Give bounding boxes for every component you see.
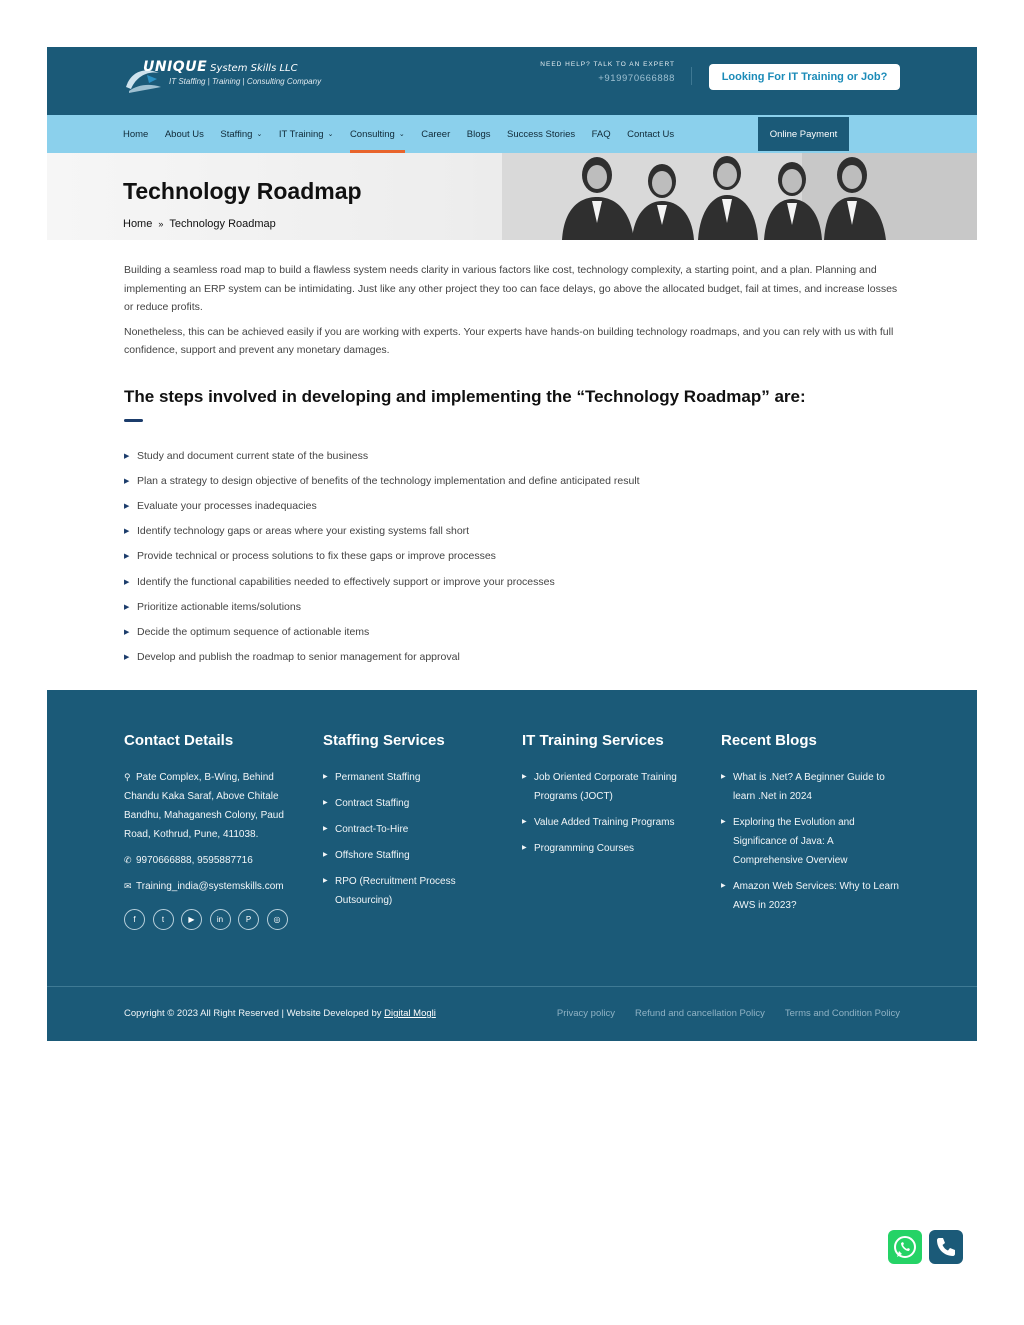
terms-policy-link[interactable]: Terms and Condition Policy (784, 1008, 900, 1019)
page-title: Technology Roadmap (123, 178, 362, 204)
nav-item-label: Staffing (220, 128, 253, 140)
envelope-icon: ✉ (124, 881, 132, 891)
nav-item-it-training[interactable] (279, 115, 334, 153)
footer-link[interactable] (721, 877, 901, 915)
footer-link-text: Programming Courses (534, 843, 635, 854)
nav-item-career[interactable] (421, 115, 450, 153)
help-phone[interactable]: +919970666888 (598, 73, 675, 84)
caret-right-icon: ▶ (522, 845, 527, 851)
policy-links (537, 1008, 900, 1019)
list-item-text: Provide technical or process solutions to fix these gaps or improve processes (137, 550, 496, 563)
footer-link[interactable] (323, 768, 493, 787)
footer-link[interactable] (522, 768, 702, 806)
caret-right-icon: ▶ (124, 603, 130, 611)
footer-link-text: Exploring the Evolution and Significance of Java: A Comprehensive Overview (733, 817, 855, 866)
list-item-text: Identify technology gaps or areas where your existing systems fall short (137, 525, 470, 538)
caret-right-icon: ▶ (721, 774, 726, 780)
caret-right-icon: ▶ (124, 628, 130, 636)
chevron-down-icon: ⌄ (256, 131, 263, 138)
online-payment-button[interactable]: Online Payment (758, 117, 849, 151)
refund-policy-link[interactable]: Refund and cancellation Policy (634, 1008, 765, 1019)
list-item (124, 619, 900, 644)
nav-item-staffing[interactable] (220, 115, 262, 153)
caret-right-icon: ▶ (124, 502, 130, 510)
caret-right-icon: ▶ (124, 452, 130, 460)
nav-item-blogs[interactable] (467, 115, 491, 153)
footer-link[interactable] (522, 813, 702, 832)
caret-right-icon: ▶ (124, 477, 130, 485)
footer-link-text: Value Added Training Programs (534, 817, 675, 828)
nav-item-about-us[interactable] (165, 115, 204, 153)
footer-link-text: Contract-To-Hire (335, 824, 409, 835)
list-item (124, 519, 900, 544)
main-nav (47, 115, 977, 153)
footer-link-text: Contract Staffing (335, 798, 410, 809)
nav-item-label: IT Training (278, 128, 324, 140)
list-item (124, 544, 900, 569)
logo-brand-sub: System Skills LLC (210, 63, 298, 74)
caret-right-icon: ▶ (323, 826, 328, 832)
breadcrumb-home[interactable]: Home (123, 218, 153, 230)
nav-item-label: About Us (164, 128, 204, 140)
nav-item-label: Career (421, 128, 451, 140)
footer-heading-training: IT Training Services (522, 732, 664, 749)
caret-right-icon: ▶ (124, 654, 130, 662)
phone-icon (935, 1236, 957, 1258)
nav-item-contact-us[interactable] (627, 115, 674, 153)
list-item-text: Decide the optimum sequence of actionable items (137, 625, 370, 638)
caret-right-icon: ▶ (721, 883, 726, 889)
list-item-text: Develop and publish the roadmap to senior management for approval (137, 651, 460, 664)
map-marker-icon: ⚲ (124, 772, 131, 782)
logo-tagline: IT Staffing | Training | Consulting Company (169, 77, 322, 86)
list-item-text: Plan a strategy to design objective of benefits of the technology implementation and define anticipated result (137, 474, 640, 487)
list-item (124, 594, 900, 619)
caret-right-icon: ▶ (124, 578, 130, 586)
footer-heading-staffing: Staffing Services (323, 732, 445, 749)
logo-brand-name: UNIQUE (143, 59, 208, 75)
caret-right-icon: ▶ (721, 819, 726, 825)
nav-item-label: Success Stories (507, 128, 576, 140)
privacy-policy-link[interactable]: Privacy policy (556, 1008, 615, 1019)
nav-item-faq[interactable] (592, 115, 611, 153)
footer-link-text: What is .Net? A Beginner Guide to learn .Net in 2024 (733, 772, 885, 802)
footer-heading-blogs: Recent Blogs (721, 732, 817, 749)
footer-link[interactable] (323, 820, 493, 839)
phone-icon: ✆ (124, 855, 132, 865)
site-logo[interactable] (123, 57, 333, 103)
nav-item-label: Contact Us (627, 128, 675, 140)
intro-paragraph-2: Nonetheless, this can be achieved easily if you are working with experts. Your experts have hands-on building technology roadmaps, and you can rely with us with full confidence, support and prevent any monetary damages. (124, 325, 894, 357)
list-item-text: Identify the functional capabilities needed to effectively support or improve your processes (137, 575, 555, 588)
top-header (47, 47, 977, 115)
footer-link[interactable] (323, 794, 493, 813)
caret-right-icon: ▶ (124, 528, 130, 536)
phone-text[interactable] (124, 851, 304, 870)
copyright-text (124, 1008, 436, 1019)
linkedin-icon[interactable]: in (210, 909, 231, 930)
whatsapp-icon (892, 1234, 918, 1260)
list-item (124, 569, 900, 594)
page-banner (47, 153, 977, 240)
list-item (124, 468, 900, 493)
footer-blogs (721, 732, 901, 922)
footer-link[interactable] (323, 872, 493, 910)
nav-item-consulting[interactable] (350, 115, 405, 153)
page-frame (47, 47, 977, 240)
footer-link-text: Permanent Staffing (335, 772, 421, 783)
address-value: Pate Complex, B-Wing, Behind Chandu Kaka Saraf, Above Chitale Bandhu, Mahaganesh Colony, Paud Road, Kothrud, Pune, 411038. (124, 772, 284, 840)
list-item-text: Prioritize actionable items/solutions (137, 600, 301, 613)
steps-list (124, 443, 900, 670)
breadcrumb-current: Technology Roadmap (169, 218, 276, 230)
facebook-icon[interactable]: f (124, 909, 145, 930)
twitter-icon[interactable]: t (153, 909, 174, 930)
email-value: Training_india@systemskills.com (136, 881, 284, 892)
footer-link[interactable] (721, 768, 901, 806)
caret-right-icon: ▶ (323, 878, 328, 884)
footer-training (522, 732, 702, 865)
help-label: NEED HELP? TALK TO AN EXPERT (540, 61, 675, 68)
list-item-text: Evaluate your processes inadequacies (137, 499, 317, 512)
call-button[interactable] (929, 1230, 963, 1264)
nav-item-label: FAQ (591, 128, 611, 140)
nav-item-success-stories[interactable] (507, 115, 575, 153)
footer-divider (47, 986, 977, 987)
breadcrumb (123, 218, 276, 230)
nav-item-label: Blogs (466, 128, 491, 140)
footer-staffing (323, 732, 493, 917)
developer-link[interactable]: Digital Mogli (384, 1008, 436, 1019)
caret-right-icon: ▶ (124, 553, 130, 561)
caret-right-icon: ▶ (323, 852, 328, 858)
youtube-icon[interactable]: ▶ (181, 909, 202, 930)
list-item (124, 644, 900, 669)
phone-value: 9970666888, 9595887716 (136, 855, 253, 866)
footer-link-text: RPO (Recruitment Process Outsourcing) (335, 876, 456, 906)
caret-right-icon: ▶ (323, 774, 328, 780)
copyright-value: Copyright © 2023 All Right Reserved | Website Developed by (124, 1008, 382, 1019)
instagram-icon[interactable]: ◎ (267, 909, 288, 930)
footer-link-text: Amazon Web Services: Why to Learn AWS in 2023? (733, 881, 899, 911)
caret-right-icon: ▶ (323, 800, 328, 806)
header-divider (691, 67, 692, 85)
caret-right-icon: ▶ (522, 774, 527, 780)
logo-brand (143, 59, 298, 75)
list-item (124, 443, 900, 468)
footer-link[interactable] (522, 839, 702, 858)
team-photo (502, 153, 977, 240)
nav-item-home[interactable] (123, 115, 148, 153)
help-block (540, 61, 675, 84)
breadcrumb-separator: » (158, 219, 164, 229)
site-footer (47, 690, 977, 1041)
footer-link-text: Offshore Staffing (335, 850, 410, 861)
chevron-down-icon: ⌄ (327, 131, 334, 138)
social-links (124, 909, 304, 930)
list-item-text: Study and document current state of the business (137, 449, 369, 462)
footer-link-text: Job Oriented Corporate Training Programs (JOCT) (534, 772, 677, 802)
footer-link[interactable] (721, 813, 901, 870)
intro-paragraph: Building a seamless road map to build a flawless system needs clarity in various factors like cost, technology complexity, a starting point, and a plan. Planning and implementing an ERP system can be intimidating. Just like any other project they too can face delays, go above the allocated budget, fail at times, and increase losses or reduce profits. (124, 264, 898, 314)
footer-heading-contact: Contact Details (124, 732, 234, 749)
steps-heading: The steps involved in developing and implementing the “Technology Roadmap” are: (124, 386, 806, 406)
whatsapp-button[interactable] (888, 1230, 922, 1264)
address-text (124, 768, 304, 844)
main-content (124, 261, 900, 670)
list-item (124, 493, 900, 518)
heading-underline (124, 419, 143, 422)
nav-item-label: Home (123, 128, 149, 140)
footer-contact (124, 732, 304, 930)
chevron-down-icon: ⌄ (398, 131, 405, 138)
email-text[interactable] (124, 877, 304, 896)
caret-right-icon: ▶ (522, 819, 527, 825)
pinterest-icon[interactable]: P (238, 909, 259, 930)
cta-button[interactable]: Looking For IT Training or Job? (709, 64, 900, 90)
nav-item-label: Consulting (349, 128, 395, 140)
footer-link[interactable] (323, 846, 493, 865)
